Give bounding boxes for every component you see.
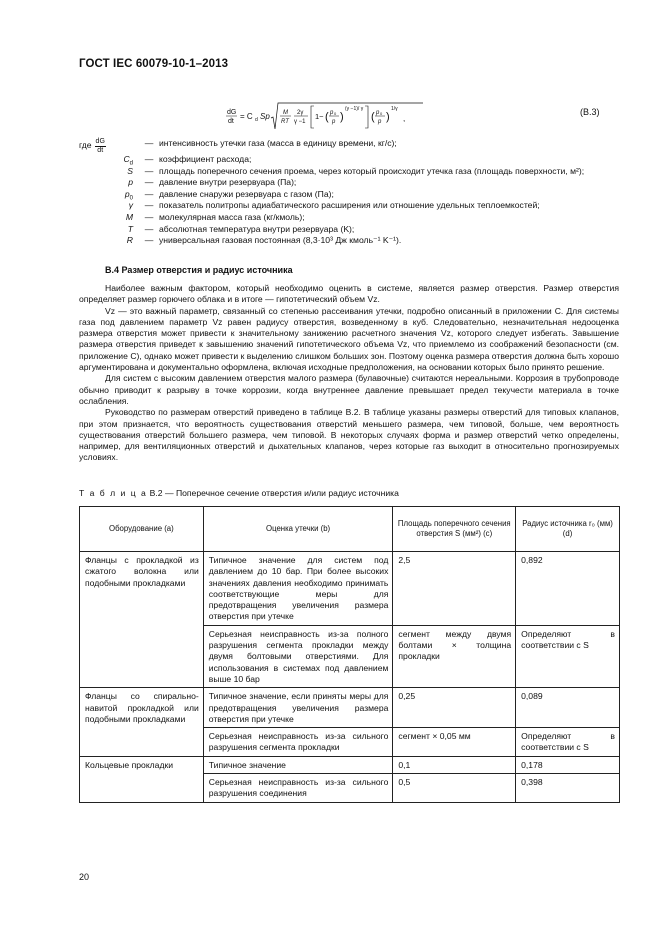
svg-text:,: , (403, 114, 406, 123)
cell-area: сегмент между двумя болтами × толщина прокладки (393, 625, 516, 687)
formula-lhs-den: dt (228, 118, 234, 125)
paragraph-3: Для систем с высоким давлением отверстия малого размера (булавочные) считаются нереальными. Коррозия в трубопроводе обычно приводит к разрыву в точке коррозии, когда внутреннее давление превышает предел текучести материала в точке ослабления. (79, 373, 619, 406)
cell-leak: Серьезная неисправность из-за сильного разрушения сегмента прокладки (203, 728, 393, 757)
cell-leak: Типичное значение для систем под давлением до 10 бар. При более высоких значениях давления необходимо принимать соответствующие меры для предотвращения увеличения размера отверстия при утечке (203, 552, 393, 626)
formula-coef-tail: Sp (260, 112, 270, 121)
formula-m-num: M (283, 110, 288, 116)
definition-row: S — площадь поперечного сечения проема, через который происходит утечка газа (площадь поверхности, м²); (79, 166, 619, 178)
svg-text:(: ( (371, 111, 375, 123)
body-text (79, 283, 619, 464)
svg-text:): ) (340, 111, 344, 123)
table-row (80, 756, 620, 773)
cell-leak: Типичное значение, если приняты меры для предотвращения увеличения размера отверстия при утечке (203, 688, 393, 728)
formula-p0-sub: 0 (334, 111, 337, 116)
definition-desc: коэффициент расхода; (159, 154, 252, 164)
cell-area: 0,1 (393, 756, 516, 773)
dG-dt-fraction: $\frac{dG}{dt}$ (95, 138, 105, 154)
definition-symbol: M (125, 211, 133, 222)
definition-row: где $\frac{dG}{dt}$ — интенсивность утечки газа (масса в единицу времени, кг/с); (79, 138, 619, 154)
where-word: где (79, 140, 92, 151)
cell-area: 2,5 (393, 552, 516, 626)
definition-desc: интенсивность утечки газа (масса в единицу времени, кг/с); (159, 138, 397, 148)
header-area: Площадь поперечного сечения отверстия S (мм²) (c) (393, 507, 516, 552)
definition-symbol: γ (128, 200, 133, 211)
formula-exp-outer: 1/γ (391, 106, 398, 112)
definition-desc: давление снаружи резервуара с газом (Па); (159, 188, 334, 199)
svg-text:(: ( (325, 111, 329, 123)
definition-row: R — универсальная газовая постоянная (8,3·10³ Дж кмоль⁻¹ K⁻¹). (79, 235, 619, 247)
definition-row: $p_0$ — давление снаружи резервуара с газом (Па); (79, 189, 619, 201)
hole-size-table (79, 506, 620, 803)
header-leak: Оценка утечки (b) (203, 507, 393, 552)
definition-row: $C_d$ — коэффициент расхода; (79, 154, 619, 166)
table-row (80, 552, 620, 626)
cell-radius: Определяют в соответствии с S (516, 728, 620, 757)
definition-row: γ — показатель политропы адиабатического расширения или отношение удельных теплоемкостей; (79, 200, 619, 212)
formula-coef-sub: d (255, 117, 258, 123)
formula-one-minus: 1− (315, 112, 324, 121)
formula-p-b: p (378, 119, 382, 125)
definition-row: T — абсолютная температура внутри резервуара (K); (79, 224, 619, 236)
paragraph-1: Наиболее важным фактором, который необходимо оценить в системе, является размер отверстия. Размер отверстия определяет размер горючего облака и в итоге — гипотетический объем Vz. (79, 283, 619, 305)
document-header: ГОСТ IEC 60079-10-1–2013 (79, 58, 229, 70)
table-row (80, 688, 620, 728)
cell-radius: 0,398 (516, 774, 620, 803)
cell-leak: Типичное значение (203, 756, 393, 773)
formula-b3 (225, 100, 425, 134)
cell-leak: Серьезная неисправность из-за сильного разрушения соединения (203, 774, 393, 803)
cell-leak: Серьезная неисправность из-за полного разрушения сегмента прокладки между двумя болтовыми отверстиями. Для использования в системах под давлением выше 10 бар (203, 625, 393, 687)
formula-p0-sub-b: 0 (380, 111, 383, 116)
definition-desc: универсальная газовая постоянная (8,3·10³ Дж кмоль⁻¹ K⁻¹). (159, 235, 402, 246)
definitions-list (79, 138, 619, 247)
cell-equipment: Фланцы с прокладкой из сжатого волокна или подобными прокладками (80, 552, 204, 688)
cell-area: сегмент × 0,05 мм (393, 728, 516, 757)
definition-desc: давление внутри резервуара (Па); (159, 177, 297, 188)
equation-number: (B.3) (580, 107, 600, 117)
formula-p: p (332, 119, 336, 125)
section-title: B.4 Размер отверстия и радиус источника (105, 265, 293, 275)
definition-desc: площадь поперечного сечения проема, через который происходит утечка газа (площадь поверхности, м²); (159, 165, 585, 176)
definition-symbol: T (127, 223, 133, 234)
formula-m-den: RT (281, 119, 289, 125)
formula-g-den: γ −1 (294, 119, 306, 125)
cell-area: 0,25 (393, 688, 516, 728)
formula-exp-inner: (γ −1)/ γ (345, 106, 364, 112)
definition-symbol: $p_0$ (124, 188, 133, 202)
formula-coef: = C (240, 112, 253, 121)
definition-symbol: R (126, 235, 133, 246)
definition-desc: молекулярная масса газа (кг/кмоль); (159, 211, 305, 222)
cell-radius: 0,892 (516, 552, 620, 626)
definition-row: p — давление внутри резервуара (Па); (79, 177, 619, 189)
formula-p0-b: p (376, 110, 380, 116)
paragraph-4: Руководство по размерам отверстий приведено в таблице B.2. В таблице указаны размеры отверстий для типовых клапанов, при этом признается, что вероятность существования отверстий меньшего размера, чем типовой, больше, чем вероятность существования отверстий большего размера, чем типовой. В некоторых случаях форма и размер отверстий четко определены, например, для вентиляционных отверстий и дыхательных клапанов, через которые газ выходит в относительно прогнозируемых условиях. (79, 407, 619, 463)
definition-symbol: $C_d$ (123, 154, 133, 167)
cell-area: 0,5 (393, 774, 516, 803)
formula-g-num: 2γ (297, 110, 304, 116)
definition-desc: показатель политропы адиабатического расширения или отношение удельных теплоемкостей; (159, 200, 540, 211)
header-radius: Радиус источника r₀ (мм) (d) (516, 507, 620, 552)
definition-symbol: p (128, 177, 133, 188)
cell-radius: 0,089 (516, 688, 620, 728)
cell-radius: Определяют в соответствии с S (516, 625, 620, 687)
cell-equipment: Кольцевые прокладки (80, 756, 204, 802)
definition-first-symbol (79, 138, 139, 154)
cell-equipment: Фланцы со спирально-навитой прокладкой или подобными прокладками (80, 688, 204, 756)
cell-radius: 0,178 (516, 756, 620, 773)
formula-lhs-num: dG (227, 109, 237, 116)
table-caption: Т а б л и ц а B.2 — Поперечное сечение отверстия и/или радиус источника (79, 488, 399, 498)
definition-row: M — молекулярная масса газа (кг/кмоль); (79, 212, 619, 224)
header-equipment: Оборудование (a) (80, 507, 204, 552)
paragraph-2: Vz — это важный параметр, связанный со степенью рассеивания утечки, подробно описанный в приложении С. Для системы газа под давлением параметр Vz равен радиусу отверстия, возведенному в куб. Следовательно, незначительная недооценка размера отверстия может привести к значительному занижению расчетного значения Vz, которого следует избегать. Завышение размера отверстия приведет к завышению значений гипотетического объема Vz, что приемлемо из соображений безопасности (см. приложение С), однако может привести к выделению слишком больших зон. Поэтому оценка размера отверстия должна быть хорошо аргументирована и документально оформлена, включая исходные предположения, на основании которых было принято решение. (79, 305, 619, 373)
definition-items (79, 154, 619, 247)
definition-desc: абсолютная температура внутри резервуара (K); (159, 223, 355, 234)
definition-symbol: S (127, 165, 133, 176)
page-number: 20 (79, 872, 90, 882)
formula-p0: p (330, 110, 334, 116)
table-header-row (80, 507, 620, 552)
svg-text:): ) (386, 111, 390, 123)
